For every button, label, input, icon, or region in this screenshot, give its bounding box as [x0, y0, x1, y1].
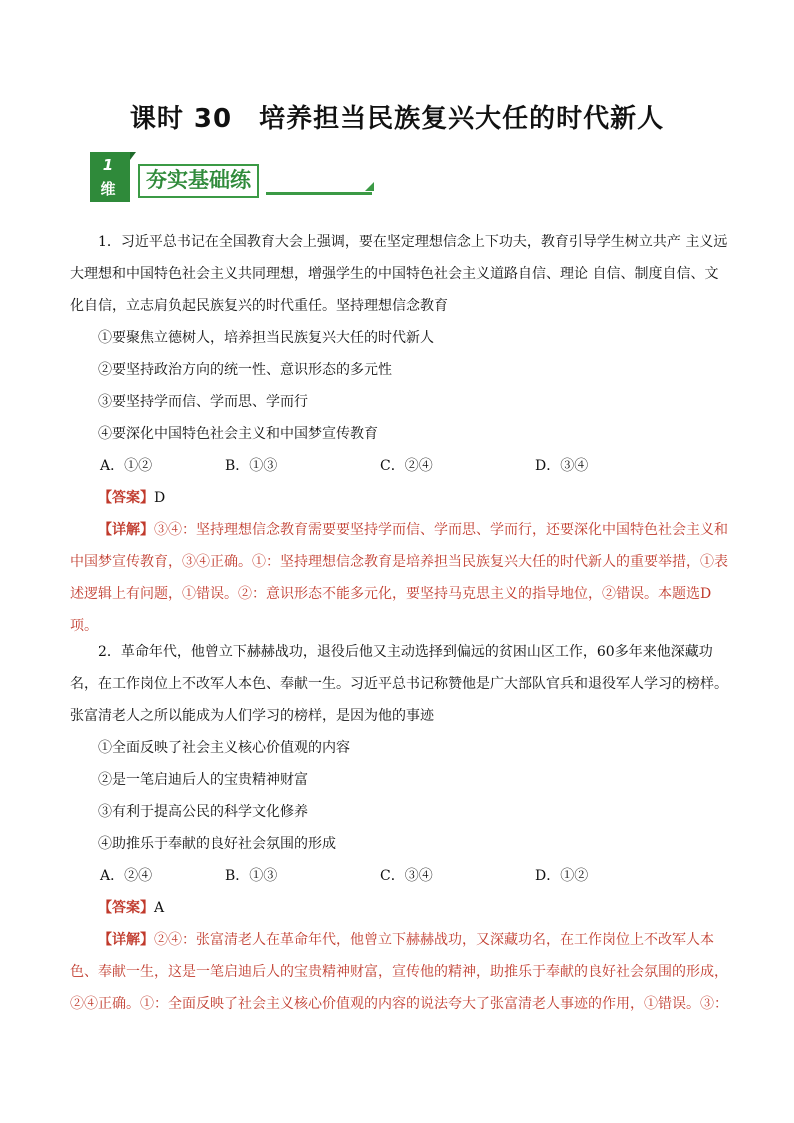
answer-tag: 【答案】	[98, 490, 154, 506]
choice-a: A．①②	[100, 458, 153, 474]
detail-paragraph	[70, 514, 730, 642]
question-2	[70, 636, 730, 1020]
answer-line	[70, 482, 730, 514]
answer-value: A	[154, 900, 165, 916]
banner-underline-decoration	[266, 178, 372, 195]
detail-tag: 【详解】	[98, 522, 154, 538]
choice-a: A．②④	[100, 868, 153, 884]
choice-c: C．②④	[380, 458, 433, 474]
choice-c: C．③④	[380, 868, 433, 884]
question-option: ①要聚焦立德树人，培养担当民族复兴大任的时代新人	[98, 330, 434, 346]
question-stem: 1．习近平总书记在全国教育大会上强调，要在坚定理想信念上下功夫，教育引导学生树立共产 主义远大理想和中国特色社会主义共同理想，增强学生的中国特色社会主义道路自信、理论 自信、制度自信、文化自信，立志肩负起民族复兴的时代重任。坚持理想信念教育	[70, 234, 728, 314]
question-option: ④要深化中国特色社会主义和中国梦宣传教育	[98, 426, 378, 442]
badge-word: 维	[100, 180, 116, 198]
choice-d: D．①②	[535, 868, 589, 884]
detail-paragraph	[70, 924, 730, 1020]
page-title: 课时 30 培养担当民族复兴大任的时代新人	[129, 104, 665, 134]
question-option: ③要坚持学而信、学而思、学而行	[98, 394, 308, 410]
answer-choices	[70, 860, 730, 892]
detail-text: ③④：坚持理想信念教育需要要坚持学而信、学而思、学而行，还要深化中国特色社会主义和中国梦宣传教育，③④正确。①：坚持理想信念教育是培养担当民族复兴大任的时代新人的重要举措，①表述逻辑上有问题，①错误。②：意识形态不能多元化，要坚持马克思主义的指导地位，②错误。本题选D项。	[70, 522, 728, 634]
choice-d: D．③④	[535, 458, 589, 474]
badge-number: 1	[102, 156, 114, 174]
answer-tag: 【答案】	[98, 900, 154, 916]
detail-text: ②④：张富清老人在革命年代，他曾立下赫赫战功，又深藏功名，在工作岗位上不改军人本色、奉献一生，这是一笔启迪后人的宝贵精神财富，宣传他的精神，助推乐于奉献的良好社会氛围的形成，②④正确。①：全面反映了社会主义核心价值观的内容的说法夸大了张富清老人事迹的作用，①错误。③：	[70, 932, 728, 1012]
answer-line	[70, 892, 730, 924]
answer-value: D	[154, 490, 166, 506]
choice-b: B．①③	[225, 868, 278, 884]
badge-fold-decoration	[130, 152, 136, 160]
detail-tag: 【详解】	[98, 932, 154, 948]
question-stem: 2．革命年代，他曾立下赫赫战功，退役后他又主动选择到偏远的贫困山区工作，60多年来他深藏功名，在工作岗位上不改军人本色、奉献一生。习近平总书记称赞他是广大部队官兵和退役军人学习的榜样。张富清老人之所以能成为人们学习的榜样，是因为他的事迹	[70, 644, 728, 724]
question-1	[70, 226, 730, 642]
section-badge	[90, 152, 130, 202]
section-banner	[90, 152, 290, 204]
section-label: 夯实基础练	[138, 164, 259, 198]
question-option: ④助推乐于奉献的良好社会氛围的形成	[98, 836, 336, 852]
question-option: ①全面反映了社会主义核心价值观的内容	[98, 740, 350, 756]
question-option: ②是一笔启迪后人的宝贵精神财富	[98, 772, 308, 788]
choice-b: B．①③	[225, 458, 278, 474]
question-option: ③有利于提高公民的科学文化修养	[98, 804, 308, 820]
answer-choices	[70, 450, 730, 482]
question-option: ②要坚持政治方向的统一性、意识形态的多元性	[98, 362, 392, 378]
